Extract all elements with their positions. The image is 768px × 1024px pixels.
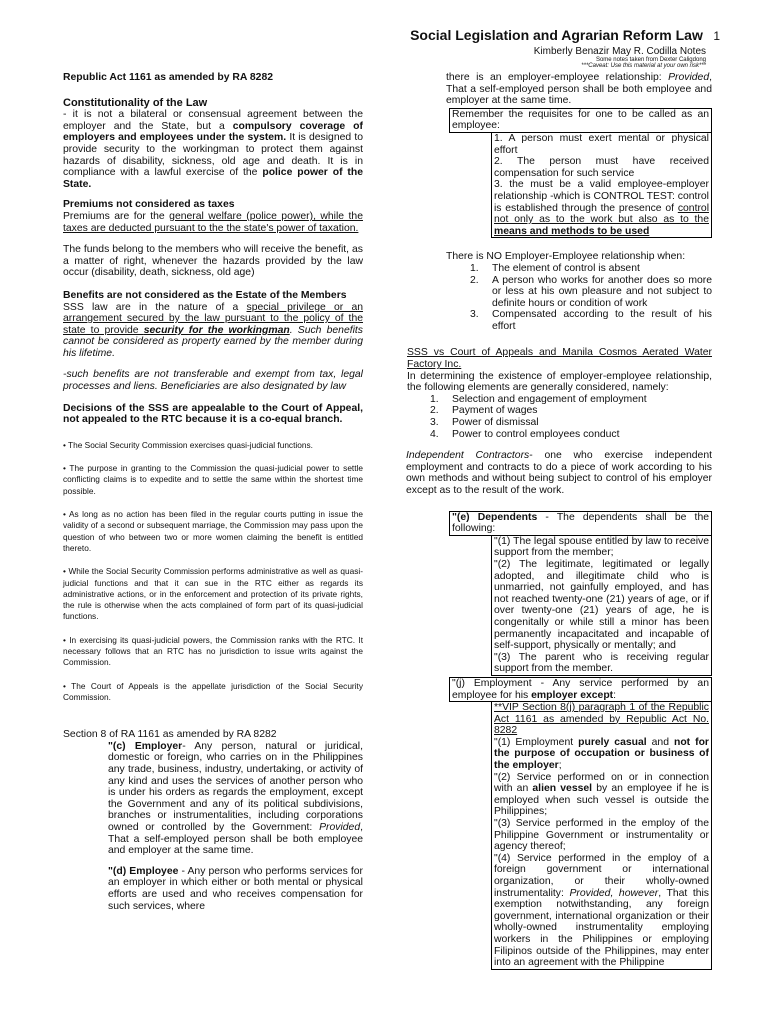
elements-list xyxy=(406,394,712,440)
exception-1: "(1) Employment purely casual and not for the purpose of occupation or business of the employer; xyxy=(494,736,709,772)
list-item: 2. Payment of wages xyxy=(430,405,538,417)
dependents-heading: "(e) Dependents - The dependents shall be the following: xyxy=(452,511,709,535)
requisites-heading: Remember the requisites for one to be called as an employee: xyxy=(452,108,709,132)
page-header xyxy=(360,27,720,69)
dependents-box xyxy=(449,511,712,536)
right-column xyxy=(406,72,712,970)
list-item: 1. The element of control is absent xyxy=(470,262,640,274)
exception-2: "(2) Service performed on or in connection with an alien vessel by an employee if he is employed when such vessel is outside the Philippines; xyxy=(494,771,709,818)
independent-contractors: Independent Contractors- one who exercise independent employment and contracts to do a piece of work according to his own methods and without being subject to control of his employer except as to the result of the work. xyxy=(406,450,713,496)
bullet-3: • As long as no action has been filed in the regular courts putting in issue the validity of a second or subsequent marriage, the Commission may pass upon the question of who between two or more women claiming the benefit is entitled thereto. xyxy=(63,509,363,553)
no-employer-list xyxy=(446,263,712,333)
dependent-2: "(2) The legitimate, legitimated or legally adopted, and illegitimate child who is unmarried, not gainfully employed, and has not reached twenty-one (21) years of age, or if over twenty-one (21) years of age, he is congenitally or while still a minor has been permanently incapacitated and incapable of self-support, physically or mentally; and xyxy=(494,558,709,652)
list-item: 4. Power to control employees conduct xyxy=(430,428,620,440)
vip-note: **VIP Section 8(j) paragraph 1 of the Republic Act 1161 as amended by Republic Act No. 8282 xyxy=(494,702,709,737)
list-item: 1. Selection and engagement of employment xyxy=(430,393,647,405)
list-item: 3. Power of dismissal xyxy=(430,417,539,429)
no-employer-heading: There is NO Employer-Employee relationship when: xyxy=(446,251,686,263)
employment-exceptions xyxy=(491,702,712,970)
document-title: Social Legislation and Agrarian Reform Law xyxy=(410,27,703,43)
bullet-1: • The Social Security Commission exercises quasi-judicial functions. xyxy=(63,439,313,450)
dependents-list xyxy=(491,536,712,676)
benefits-heading: Benefits are not considered as the Estate of the Members xyxy=(63,289,347,301)
list-item: 3. Compensated according to the result of his effort xyxy=(470,309,712,332)
left-column xyxy=(63,72,363,912)
funds-text: The funds belong to the members who will receive the benefit, as a matter of right, whenever the hazards provided by the law occur (disability, death, sickness, old age) xyxy=(63,244,363,279)
bullet-6: • The Court of Appeals is the appellate jurisdiction of the Social Security Commission. xyxy=(63,680,363,702)
benefits-text: SSS law are in the nature of a special privilege or an arrangement secured by the law pursuant to the policy of the state to provide security for the workingman. Such benefits cannot be considered as property earned by the member during his lifetime. xyxy=(63,301,363,359)
bullet-5: • In exercising its quasi-judicial powers, the Commission ranks with the RTC. It necessary follows that an RTC has no jurisdiction to issue writs against the Commission. xyxy=(63,634,363,668)
constitutionality-heading: Constitutionality of the Law xyxy=(63,96,208,109)
employee-definition-cont: there is an employer-employee relationship: Provided, That a self-employed person shall be both employee and employer at the same time. xyxy=(446,72,712,107)
employment-heading: "(j) Employment - Any service performed by an employee for his employer except: xyxy=(452,677,709,701)
exception-4: "(4) Service performed in the employ of a foreign government or international organization, or their wholly-owned instrumentality: Provided, however, That this exemption notwithstanding, any foreign government, international organization or their wholly-owned instrumentality employing workers in the Philippines or employing Filipinos outside of the Philippines, may enter into an agreement with the Philippine xyxy=(494,852,710,969)
benefits-note: -such benefits are not transferable and exempt from tax, legal processes and liens. Beneficiaries are also designated by law xyxy=(63,369,363,393)
dependent-3: "(3) The parent who is receiving regular support from the member. xyxy=(494,651,709,675)
page-number: 1 xyxy=(713,29,720,43)
requisite-1: 1. A person must exert mental or physical effort xyxy=(494,132,709,156)
dependent-1: "(1) The legal spouse entitled by law to receive support from the member; xyxy=(494,535,709,559)
caveat-note: ***Caveat: Use this material at your own risk*** xyxy=(581,63,706,69)
list-item: 2. A person who works for another does so more or less at his own pleasure and not subject to definite hours or condition of work xyxy=(470,274,712,309)
constitutionality-text: - it is not a bilateral or consensual agreement between the employer and the State, but a compulsory coverage of employers and employees under the system. It is designed to provide security to the workingman to protect them against hazards of disability, sickness, old age and death. It is in compliance with a lawful exercise of the police power of the State. xyxy=(63,109,364,190)
case-title: SSS vs Court of Appeals and Manila Cosmos Aerated Water Factory Inc. xyxy=(407,347,712,371)
author-line: Kimberly Benazir May R. Codilla Notes xyxy=(533,46,706,57)
bullet-2: • The purpose in granting to the Commission the quasi-judicial power to settle conflicting claims is to expedite and to settle the same within the shortest time possible. xyxy=(63,463,363,496)
premiums-heading: Premiums not considered as taxes xyxy=(63,199,235,211)
decisions-heading: Decisions of the SSS are appealable to the Court of Appeal, not appealed to the RTC because it is a co-equal branch. xyxy=(63,402,363,426)
requisites-box xyxy=(449,108,712,133)
premiums-text: Premiums are for the general welfare (police power), while the taxes are deducted pursuant to the the state's power of taxation. xyxy=(63,210,363,234)
source-note: Some notes taken from Dexter Caligdong xyxy=(595,57,706,63)
employment-box xyxy=(449,677,712,702)
ra-title: Republic Act 1161 as amended by RA 8282 xyxy=(63,72,274,83)
section8-heading: Section 8 of RA 1161 as amended by RA 8282 xyxy=(63,729,277,741)
employer-definition: "(c) Employer- Any person, natural or juridical, domestic or foreign, who carries on in the Philippines any trade, business, industry, undertaking, or activity of any kind and uses the services of another person who is under his orders as regards the employment, except the Government and any of its political subdivisions, branches or instrumentalities, including corporations owned or controlled by the Government: Provided, That a self-employed person shall be both employee and employer at the same time. xyxy=(108,740,363,857)
requisite-3: 3. the must be a valid employee-employer relationship -which is CONTROL TEST: control is established through the presence of control not only as to the work but also as to the means and methods to be used xyxy=(494,179,709,237)
case-text: In determining the existence of employer-employee relationship, the following elements are generally considered, namely: xyxy=(407,370,712,394)
requisite-2: 2. The person must have received compensation for such service xyxy=(494,156,709,179)
bullet-4: • While the Social Security Commission performs administrative as well as quasi-judicial functions and that it can sue in the RTC either as regards its administrative actions, or in the enforcement and protection of its private rights, the rule is otherwise when the acts complained of form part of its quasi-judicial functions. xyxy=(63,566,363,622)
employee-definition: "(d) Employee - Any person who performs services for an employer in which either or both mental or physical efforts are used and who receives compensation for such services, where xyxy=(108,865,363,912)
exception-3: "(3) Service performed in the employ of the Philippine Government or instrumentality or agency thereof; xyxy=(494,818,709,853)
requisites-list xyxy=(491,133,712,238)
